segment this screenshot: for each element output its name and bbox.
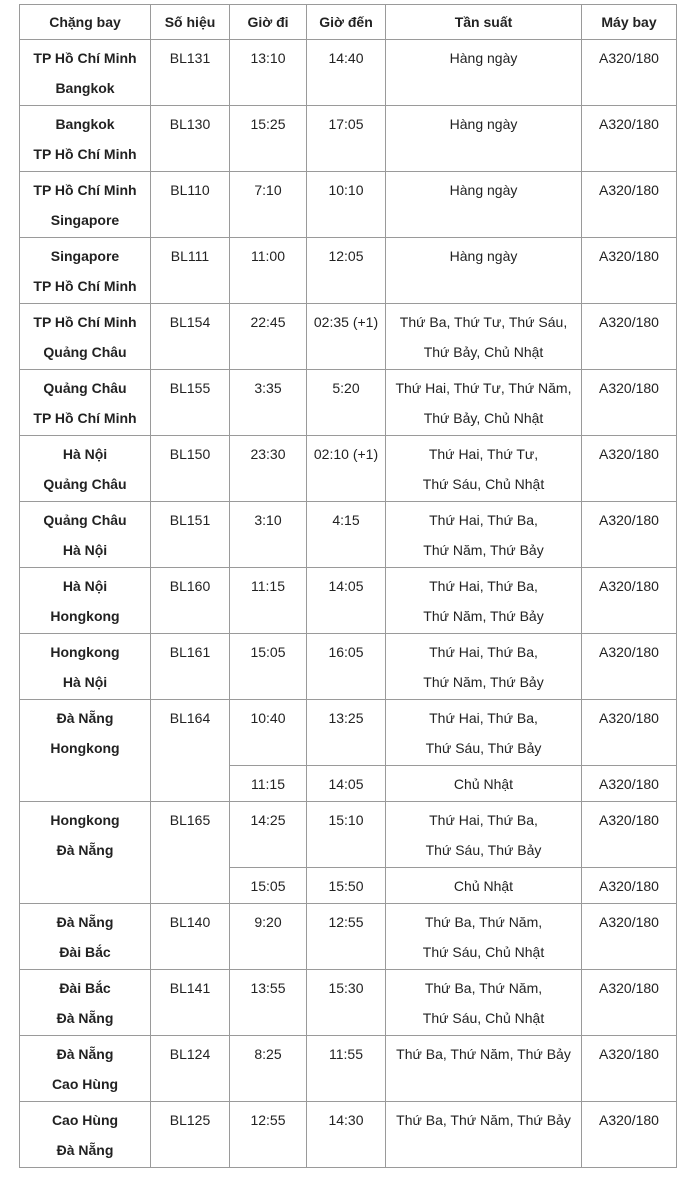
frequency-cell-line: Thứ Hai, Thứ Ba, [429,644,538,660]
flight-number-cell: BL131 [151,40,230,106]
table-row [20,1036,677,1102]
departure-cell: 14:25 [230,802,307,868]
arrival-cell: 02:35 (+1) [307,304,386,370]
route-cell-line: Hà Nội [62,446,108,462]
route-cell-line: Hongkong [50,812,120,828]
frequency-cell-line: Thứ Ba, Thứ Năm, Thứ Bảy [396,1112,571,1128]
aircraft-cell: A320/180 [582,700,677,766]
arrival-cell: 02:10 (+1) [307,436,386,502]
route-cell-line: Quảng Châu [43,512,127,528]
flight-schedule-table [19,4,677,1168]
table-row [20,502,677,568]
aircraft-cell: A320/180 [582,106,677,172]
table-row [20,304,677,370]
departure-cell: 23:30 [230,436,307,502]
flight-number-cell: BL155 [151,370,230,436]
arrival-cell: 15:10 [307,802,386,868]
aircraft-cell: A320/180 [582,568,677,634]
route-cell [20,700,151,802]
frequency-cell-line: Hàng ngày [449,182,518,198]
arrival-cell: 12:05 [307,238,386,304]
table-row [20,436,677,502]
flight-number-cell: BL160 [151,568,230,634]
route-cell-line: Đà Nẵng [56,1010,114,1026]
column-header-arrival: Giờ đến [307,5,386,40]
table-row [20,106,677,172]
route-cell-line: Singapore [50,248,120,264]
column-header-aircraft: Máy bay [582,5,677,40]
route-cell-line: Quảng Châu [43,380,127,396]
column-header-flight-number: Số hiệu [151,5,230,40]
aircraft-cell: A320/180 [582,904,677,970]
aircraft-cell: A320/180 [582,766,677,802]
route-cell [20,40,151,106]
departure-cell: 12:55 [230,1102,307,1168]
route-cell-line: Hà Nội [62,578,108,594]
table-row [20,634,677,700]
aircraft-cell: A320/180 [582,1036,677,1102]
table-row [20,370,677,436]
route-cell-line: TP Hồ Chí Minh [33,314,137,330]
route-cell-line: Đà Nẵng [56,710,114,726]
flight-number-cell: BL111 [151,238,230,304]
arrival-cell: 13:25 [307,700,386,766]
frequency-cell [386,370,582,436]
route-cell [20,1036,151,1102]
departure-cell: 13:55 [230,970,307,1036]
flight-number-cell: BL124 [151,1036,230,1102]
frequency-cell [386,766,582,802]
departure-cell: 11:15 [230,568,307,634]
route-cell-line: Bangkok [55,80,115,96]
flight-number-cell: BL150 [151,436,230,502]
route-cell [20,904,151,970]
frequency-cell [386,970,582,1036]
route-cell [20,970,151,1036]
route-cell-line: Bangkok [55,116,115,132]
frequency-cell [386,106,582,172]
flight-number-cell: BL110 [151,172,230,238]
column-header-departure: Giờ đi [230,5,307,40]
frequency-cell-line: Thứ Hai, Thứ Ba, [429,812,538,828]
frequency-cell-line: Thứ Ba, Thứ Năm, Thứ Bảy [396,1046,571,1062]
route-cell-line: Đài Bắc [59,980,111,996]
column-header-frequency: Tần suất [386,5,582,40]
arrival-cell: 17:05 [307,106,386,172]
frequency-cell-line: Thứ Ba, Thứ Năm, [424,914,543,930]
departure-cell: 15:25 [230,106,307,172]
route-cell-line: TP Hồ Chí Minh [33,278,137,294]
aircraft-cell: A320/180 [582,868,677,904]
table-row [20,40,677,106]
arrival-cell: 14:40 [307,40,386,106]
departure-cell: 15:05 [230,868,307,904]
departure-cell: 7:10 [230,172,307,238]
route-cell-line: Hà Nội [62,542,108,558]
arrival-cell: 15:50 [307,868,386,904]
frequency-cell [386,634,582,700]
frequency-cell [386,802,582,868]
frequency-cell-line: Thứ Bảy, Chủ Nhật [423,410,544,426]
table-row [20,904,677,970]
table-row [20,700,677,766]
route-cell [20,1102,151,1168]
arrival-cell: 11:55 [307,1036,386,1102]
route-cell [20,502,151,568]
aircraft-cell: A320/180 [582,502,677,568]
departure-cell: 10:40 [230,700,307,766]
departure-cell: 3:35 [230,370,307,436]
route-cell-line: Đà Nẵng [56,842,114,858]
frequency-cell-line: Hàng ngày [449,50,518,66]
route-cell-line: TP Hồ Chí Minh [33,410,137,426]
arrival-cell: 14:05 [307,568,386,634]
route-cell-line: Hongkong [50,644,120,660]
departure-cell: 22:45 [230,304,307,370]
aircraft-cell: A320/180 [582,370,677,436]
route-cell-line: Hongkong [50,608,120,624]
frequency-cell-line: Thứ Sáu, Chủ Nhật [422,1010,545,1026]
arrival-cell: 15:30 [307,970,386,1036]
route-cell-line: Singapore [50,212,120,228]
frequency-cell-line: Thứ Ba, Thứ Năm, [424,980,543,996]
aircraft-cell: A320/180 [582,40,677,106]
frequency-cell [386,40,582,106]
flight-number-cell: BL165 [151,802,230,904]
flight-number-cell: BL151 [151,502,230,568]
aircraft-cell: A320/180 [582,238,677,304]
frequency-cell [386,904,582,970]
frequency-cell-line: Thứ Ba, Thứ Tư, Thứ Sáu, [399,314,568,330]
frequency-cell-line: Chủ Nhật [453,878,514,894]
frequency-cell [386,502,582,568]
departure-cell: 11:15 [230,766,307,802]
route-cell-line: TP Hồ Chí Minh [33,50,137,66]
flight-number-cell: BL164 [151,700,230,802]
route-cell-line: TP Hồ Chí Minh [33,146,137,162]
route-cell [20,304,151,370]
departure-cell: 9:20 [230,904,307,970]
arrival-cell: 12:55 [307,904,386,970]
route-cell [20,106,151,172]
arrival-cell: 10:10 [307,172,386,238]
route-cell [20,172,151,238]
route-cell-line: Đài Bắc [59,944,111,960]
aircraft-cell: A320/180 [582,304,677,370]
route-cell-line: TP Hồ Chí Minh [33,182,137,198]
table-body [20,40,677,1168]
departure-cell: 15:05 [230,634,307,700]
flight-number-cell: BL140 [151,904,230,970]
arrival-cell: 14:05 [307,766,386,802]
frequency-cell-line: Thứ Năm, Thứ Bảy [423,542,544,558]
flight-number-cell: BL130 [151,106,230,172]
frequency-cell-line: Thứ Sáu, Thứ Bảy [425,740,542,756]
table-row [20,802,677,868]
route-cell-line: Cao Hùng [51,1112,119,1128]
table-header-row [20,5,677,40]
frequency-cell-line: Thứ Sáu, Chủ Nhật [422,944,545,960]
route-cell [20,238,151,304]
frequency-cell [386,568,582,634]
flight-number-cell: BL141 [151,970,230,1036]
table-row [20,568,677,634]
route-cell-line: Hà Nội [62,674,108,690]
route-cell-line: Đà Nẵng [56,1046,114,1062]
route-cell-line: Cao Hùng [51,1076,119,1092]
route-cell-line: Quảng Châu [43,344,127,360]
frequency-cell-line: Thứ Năm, Thứ Bảy [423,608,544,624]
frequency-cell-line: Thứ Năm, Thứ Bảy [423,674,544,690]
arrival-cell: 5:20 [307,370,386,436]
frequency-cell [386,238,582,304]
frequency-cell-line: Thứ Bảy, Chủ Nhật [423,344,544,360]
frequency-cell-line: Thứ Hai, Thứ Ba, [429,512,538,528]
aircraft-cell: A320/180 [582,1102,677,1168]
arrival-cell: 16:05 [307,634,386,700]
route-cell [20,802,151,904]
frequency-cell-line: Hàng ngày [449,248,518,264]
frequency-cell-line: Thứ Hai, Thứ Ba, [429,710,538,726]
route-cell [20,634,151,700]
frequency-cell-line: Thứ Sáu, Thứ Bảy [425,842,542,858]
frequency-cell [386,436,582,502]
aircraft-cell: A320/180 [582,802,677,868]
flight-number-cell: BL154 [151,304,230,370]
table-row [20,970,677,1036]
departure-cell: 8:25 [230,1036,307,1102]
flight-number-cell: BL161 [151,634,230,700]
route-cell [20,370,151,436]
frequency-cell [386,1036,582,1102]
route-cell-line: Hongkong [50,740,120,756]
frequency-cell [386,304,582,370]
departure-cell: 11:00 [230,238,307,304]
frequency-cell-line: Hàng ngày [449,116,518,132]
arrival-cell: 4:15 [307,502,386,568]
departure-cell: 3:10 [230,502,307,568]
route-cell [20,436,151,502]
route-cell [20,568,151,634]
aircraft-cell: A320/180 [582,436,677,502]
flight-number-cell: BL125 [151,1102,230,1168]
frequency-cell-line: Chủ Nhật [453,776,514,792]
column-header-route: Chặng bay [20,5,151,40]
table-row [20,238,677,304]
table-row [20,1102,677,1168]
frequency-cell [386,172,582,238]
frequency-cell-line: Thứ Hai, Thứ Ba, [429,578,538,594]
frequency-cell-line: Thứ Hai, Thứ Tư, [428,446,539,462]
arrival-cell: 14:30 [307,1102,386,1168]
frequency-cell [386,868,582,904]
table-row [20,172,677,238]
route-cell-line: Đà Nẵng [56,1142,114,1158]
frequency-cell [386,1102,582,1168]
departure-cell: 13:10 [230,40,307,106]
route-cell-line: Quảng Châu [43,476,127,492]
frequency-cell-line: Thứ Hai, Thứ Tư, Thứ Năm, [395,380,572,396]
aircraft-cell: A320/180 [582,970,677,1036]
frequency-cell-line: Thứ Sáu, Chủ Nhật [422,476,545,492]
route-cell-line: Đà Nẵng [56,914,114,930]
aircraft-cell: A320/180 [582,634,677,700]
frequency-cell [386,700,582,766]
aircraft-cell: A320/180 [582,172,677,238]
